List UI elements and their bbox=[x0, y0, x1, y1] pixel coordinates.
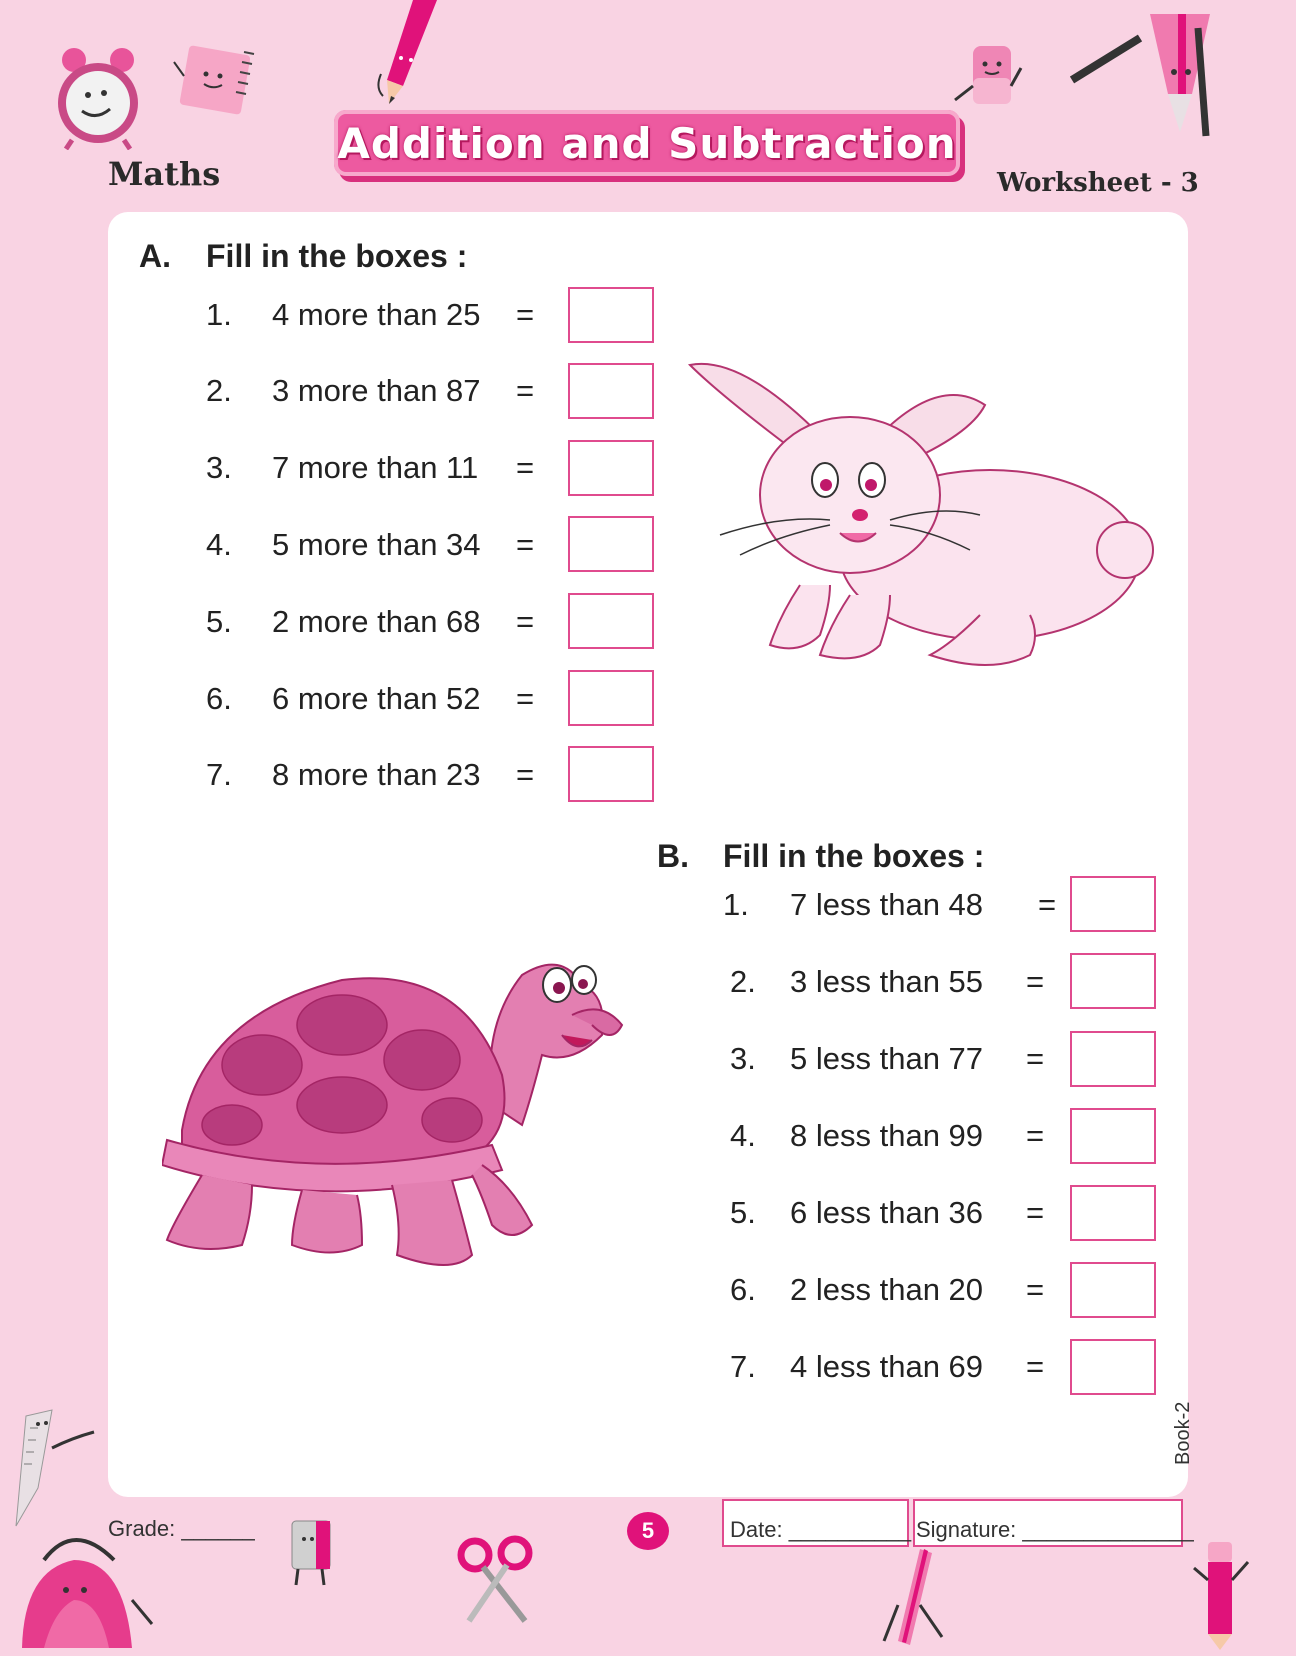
subject-label: Maths bbox=[108, 155, 221, 193]
question-text: 4 more than 25 bbox=[272, 297, 481, 332]
question-text: 4 less than 69 bbox=[790, 1349, 984, 1384]
pencil-icon bbox=[1192, 1540, 1262, 1650]
pencil-icon bbox=[375, 0, 445, 110]
answer-box[interactable] bbox=[568, 440, 654, 496]
question-text: 2 less than 20 bbox=[790, 1272, 984, 1307]
question-text: 2 more than 68 bbox=[272, 604, 481, 639]
equals-sign: = bbox=[516, 757, 535, 792]
equals-sign: = bbox=[516, 373, 535, 408]
signature-field[interactable]: Signature: ______________ bbox=[916, 1517, 1194, 1542]
question-number: 1. bbox=[206, 297, 232, 332]
question-text: 6 less than 36 bbox=[790, 1195, 984, 1230]
question-number: 3. bbox=[730, 1041, 756, 1076]
question-text: 6 more than 52 bbox=[272, 681, 481, 716]
answer-box[interactable] bbox=[568, 746, 654, 802]
question-text: 5 less than 77 bbox=[790, 1041, 984, 1076]
equals-sign: = bbox=[1026, 964, 1045, 999]
equals-sign: = bbox=[516, 450, 535, 485]
question-text: 8 more than 23 bbox=[272, 757, 481, 792]
question-text: 3 less than 55 bbox=[790, 964, 984, 999]
answer-box[interactable] bbox=[1070, 953, 1156, 1009]
answer-box[interactable] bbox=[1070, 1108, 1156, 1164]
section-a-label: A. bbox=[139, 238, 171, 274]
rabbit-illustration bbox=[680, 355, 1180, 685]
equals-sign: = bbox=[1026, 1272, 1045, 1307]
question-number: 4. bbox=[730, 1118, 756, 1153]
answer-box[interactable] bbox=[1070, 1185, 1156, 1241]
equals-sign: = bbox=[1026, 1041, 1045, 1076]
question-number: 2. bbox=[206, 373, 232, 408]
equals-sign: = bbox=[1026, 1195, 1045, 1230]
worksheet-number: Worksheet - 3 bbox=[997, 168, 1199, 198]
section-b-heading: Fill in the boxes : bbox=[723, 838, 985, 874]
answer-box[interactable] bbox=[568, 287, 654, 343]
question-number: 3. bbox=[206, 450, 232, 485]
question-number: 5. bbox=[206, 604, 232, 639]
answer-box[interactable] bbox=[1070, 1262, 1156, 1318]
question-number: 6. bbox=[206, 681, 232, 716]
equals-sign: = bbox=[516, 297, 535, 332]
equals-sign: = bbox=[1038, 887, 1057, 922]
ruler-pencil-icon bbox=[1070, 8, 1220, 138]
date-field[interactable]: Date: __________ bbox=[730, 1517, 912, 1542]
equals-sign: = bbox=[1026, 1118, 1045, 1153]
grade-label: Grade: ______ bbox=[108, 1516, 255, 1541]
equals-sign: = bbox=[516, 527, 535, 562]
question-number: 7. bbox=[730, 1349, 756, 1384]
question-number: 5. bbox=[730, 1195, 756, 1230]
worksheet-title: Addition and Subtraction bbox=[337, 118, 957, 168]
page-number-badge: 5 bbox=[627, 1512, 669, 1550]
section-a-heading: Fill in the boxes : bbox=[206, 238, 468, 274]
answer-box[interactable] bbox=[568, 363, 654, 419]
bag-icon bbox=[14, 1520, 154, 1650]
book-label: Book-2 bbox=[1172, 1401, 1194, 1465]
question-text: 7 less than 48 bbox=[790, 887, 984, 922]
answer-box[interactable] bbox=[568, 593, 654, 649]
question-number: 6. bbox=[730, 1272, 756, 1307]
equals-sign: = bbox=[516, 604, 535, 639]
notepad-icon bbox=[170, 42, 265, 122]
title-banner bbox=[334, 110, 960, 176]
question-text: 7 more than 11 bbox=[272, 450, 479, 485]
question-number: 2. bbox=[730, 964, 756, 999]
answer-box[interactable] bbox=[568, 670, 654, 726]
question-number: 4. bbox=[206, 527, 232, 562]
answer-box[interactable] bbox=[568, 516, 654, 572]
answer-box[interactable] bbox=[1070, 1031, 1156, 1087]
equals-sign: = bbox=[516, 681, 535, 716]
question-text: 8 less than 99 bbox=[790, 1118, 984, 1153]
alarm-clock-icon bbox=[52, 45, 144, 150]
equals-sign: = bbox=[1026, 1349, 1045, 1384]
sharpener-icon bbox=[282, 1515, 342, 1587]
pen-icon bbox=[880, 1545, 950, 1650]
tortoise-illustration bbox=[162, 955, 642, 1290]
answer-box[interactable] bbox=[1070, 876, 1156, 932]
section-b-label: B. bbox=[657, 838, 689, 874]
question-number: 7. bbox=[206, 757, 232, 792]
question-text: 3 more than 87 bbox=[272, 373, 481, 408]
eraser-icon bbox=[945, 38, 1025, 118]
answer-box[interactable] bbox=[1070, 1339, 1156, 1395]
question-text: 5 more than 34 bbox=[272, 527, 481, 562]
question-number: 1. bbox=[723, 887, 749, 922]
ruler-icon bbox=[8, 1408, 98, 1528]
scissors-icon bbox=[455, 1535, 535, 1625]
